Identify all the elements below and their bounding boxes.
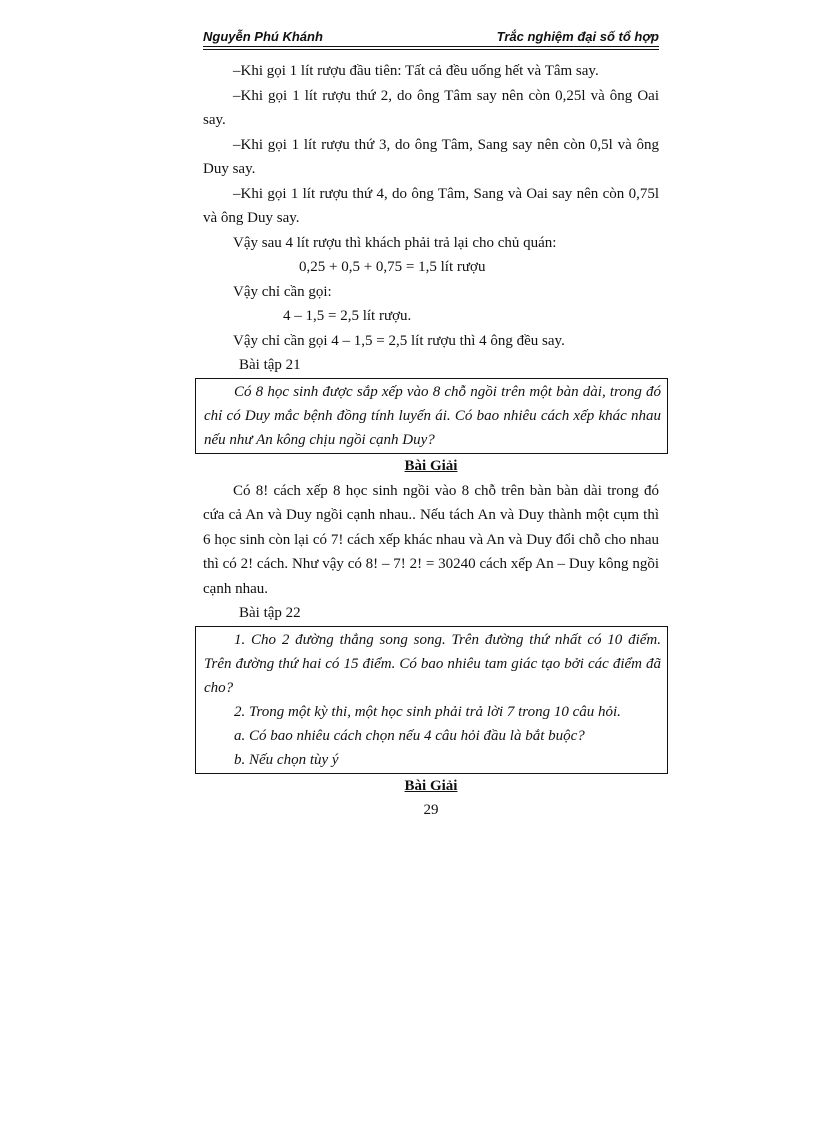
equation-result: 4 – 1,5 = 2,5 lít rượu. [283, 308, 412, 324]
exercise-22-problem-2b: b. Nếu chọn tùy ý [234, 751, 339, 768]
exercise-21-label: Bài tập 21 [239, 357, 301, 373]
exercise-21-problem-box [195, 378, 668, 454]
paragraph-line-6: Vậy chỉ cần gọi: [233, 283, 332, 300]
equation-total: 0,25 + 0,5 + 0,75 = 1,5 lít rượu [299, 259, 486, 275]
exercise-22-problem-box [195, 626, 668, 774]
paragraph-line-1: –Khi gọi 1 lít rượu đầu tiên: Tất cả đều uống hết và Tâm say. [233, 63, 599, 79]
exercise-21-problem: Có 8 học sinh được sắp xếp vào 8 chỗ ngồi trên một bàn dài, trong đó chỉ có Duy mắc bệnh đồng tính luyến ái. Có bao nhiêu cách xếp khác nhau nếu như An kông chịu ngồi cạnh Duy? [204, 383, 661, 448]
exercise-21-solution-heading: Bài Giải [404, 457, 458, 474]
exercise-22-problem-2a: a. Có bao nhiêu cách chọn nếu 4 câu hỏi đầu là bắt buộc? [234, 727, 585, 744]
paragraph-line-4: –Khi gọi 1 lít rượu thứ 4, do ông Tâm, Sang và Oai say nên còn 0,75l và ông Duy say. [203, 185, 659, 226]
paragraph-line-3: –Khi gọi 1 lít rượu thứ 3, do ông Tâm, Sang say nên còn 0,5l và ông Duy say. [203, 136, 659, 177]
exercise-22-solution-heading: Bài Giải [404, 777, 458, 794]
paragraph-line-2: –Khi gọi 1 lít rượu thứ 2, do ông Tâm say nên còn 0,25l và ông Oai say. [203, 87, 659, 128]
paragraph-conclusion: Vậy chỉ cần gọi 4 – 1,5 = 2,5 lít rượu thì 4 ông đều say. [233, 332, 565, 349]
header-book-title: Trắc nghiệm đại số tổ hợp [496, 29, 659, 44]
exercise-21-solution: Có 8! cách xếp 8 học sinh ngồi vào 8 chỗ trên bàn bàn dài trong đó cứa cả An và Duy ngồi cạnh nhau.. Nếu tách An và Duy thành một cụm thì 6 học sinh còn lại có 7! cách xếp khác nhau và An và Duy đổi chỗ cho nhau thì có 2! cách. Như vậy có 8! – 7! 2! = 30240 cách xếp An – Duy kông ngồi cạnh nhau. [203, 482, 659, 597]
paragraph-line-5: Vậy sau 4 lít rượu thì khách phải trả lại cho chủ quán: [233, 234, 557, 251]
running-header [203, 24, 659, 47]
document-page [203, 24, 659, 821]
exercise-22-problem-2: 2. Trong một kỳ thi, một học sinh phải trả lời 7 trong 10 câu hỏi. [234, 703, 621, 720]
exercise-22-problem-1: 1. Cho 2 đường thẳng song song. Trên đường thứ nhất có 10 điểm. Trên đường thứ hai có 15 điểm. Có bao nhiêu tam giác tạo bởi các điểm đã cho? [204, 631, 661, 696]
page-number: 29 [423, 801, 439, 818]
header-author: Nguyễn Phú Khánh [203, 29, 323, 44]
exercise-22-label: Bài tập 22 [239, 605, 301, 621]
